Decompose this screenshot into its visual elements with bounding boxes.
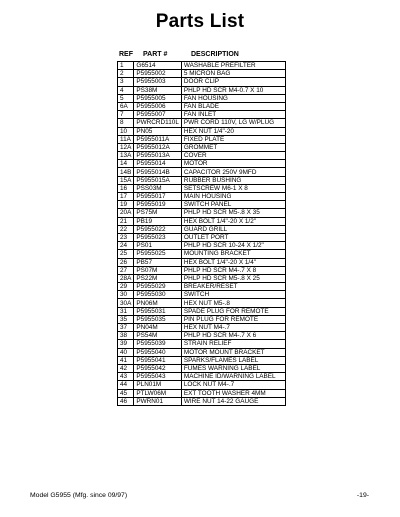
table-row [118,242,286,250]
part-number-cell: P5955011A [134,135,182,143]
part-number-cell: PN06M [134,299,182,307]
ref-cell: 39 [118,340,134,348]
part-number-cell: P5955039 [134,340,182,348]
table-row [118,373,286,381]
description-cell: MOTOR [181,160,285,168]
ref-cell: 29 [118,283,134,291]
ref-cell: 35 [118,315,134,323]
ref-cell: 22 [118,225,134,233]
table-row [118,127,286,135]
ref-cell: 24 [118,242,134,250]
description-cell: PHLP HD SCR M4-0.7 X 10 [181,86,285,94]
description-cell: PHLP HD SCR M5-.8 X 35 [181,209,285,217]
part-number-cell: P5955012A [134,143,182,151]
ref-cell: 40 [118,348,134,356]
table-row [118,102,286,110]
table-row [118,225,286,233]
part-number-cell: P5955003 [134,78,182,86]
ref-cell: 12A [118,143,134,151]
ref-cell: 8 [118,119,134,127]
ref-cell: 46 [118,397,134,405]
ref-cell: 27 [118,266,134,274]
table-row [118,143,286,151]
description-cell: GROMMET [181,143,285,151]
table-row [118,356,286,364]
description-cell: HEX NUT M4-.7 [181,324,285,332]
part-number-cell: PS75M [134,209,182,217]
description-cell: FAN HOUSING [181,94,285,102]
table-row [118,250,286,258]
table-row [118,184,286,192]
part-number-cell: PB19 [134,217,182,225]
description-cell: MAIN HOUSING [181,193,285,201]
table-row [118,299,286,307]
part-number-cell: PS07M [134,266,182,274]
column-header-ref: REF [119,51,133,58]
ref-cell: 7 [118,111,134,119]
table-row [118,340,286,348]
part-number-cell: P5955042 [134,364,182,372]
part-number-cell: PS54M [134,332,182,340]
table-row [118,389,286,397]
part-number-cell: P5955013A [134,152,182,160]
description-cell: MOTOR MOUNT BRACKET [181,348,285,356]
table-row [118,168,286,176]
table-row [118,324,286,332]
table-row [118,135,286,143]
part-number-cell: PWRN01 [134,397,182,405]
part-number-cell: P5955015A [134,176,182,184]
part-number-cell: P5955030 [134,291,182,299]
ref-cell: 37 [118,324,134,332]
parts-table [117,61,286,406]
table-row [118,266,286,274]
part-number-cell: PN04M [134,324,182,332]
ref-cell: 26 [118,258,134,266]
ref-cell: 1 [118,62,134,70]
table-row [118,291,286,299]
table-row [118,233,286,241]
description-cell: FIXED PLATE [181,135,285,143]
table-row [118,332,286,340]
ref-cell: 10 [118,127,134,135]
description-cell: WIRE NUT 14-22 GAUGE [181,397,285,405]
description-cell: SPARKS/FLAMES LABEL [181,356,285,364]
page-title: Parts List [155,11,245,32]
description-cell: WASHABLE PREFILTER [181,62,285,70]
ref-cell: 6A [118,102,134,110]
description-cell: MOUNTING BRACKET [181,250,285,258]
part-number-cell: P5955035 [134,315,182,323]
ref-cell: 30A [118,299,134,307]
part-number-cell: PS22M [134,274,182,282]
ref-cell: 41 [118,356,134,364]
description-cell: COVER [181,152,285,160]
ref-cell: 23 [118,233,134,241]
description-cell: RUBBER BUSHING [181,176,285,184]
part-number-cell: G6514 [134,62,182,70]
part-number-cell: PSS03M [134,184,182,192]
table-row [118,193,286,201]
ref-cell: 42 [118,364,134,372]
ref-cell: 45 [118,389,134,397]
part-number-cell: PTLW06M [134,389,182,397]
description-cell: HEX NUT M5-.8 [181,299,285,307]
column-header-part: PART # [143,51,168,58]
description-cell: SETSCREW M6-1 X 8 [181,184,285,192]
ref-cell: 16 [118,184,134,192]
description-cell: PWR CORD 110V, LG W/PLUG [181,119,285,127]
part-number-cell: P5955005 [134,94,182,102]
part-number-cell: P5955019 [134,201,182,209]
part-number-cell: P5955017 [134,193,182,201]
table-row [118,307,286,315]
part-number-cell: P5955022 [134,225,182,233]
description-cell: PHLP HD SCR M5-.8 X 25 [181,274,285,282]
table-row [118,94,286,102]
description-cell: FAN INLET [181,111,285,119]
description-cell: PIN PLUG FOR REMOTE [181,315,285,323]
table-row [118,209,286,217]
ref-cell: 38 [118,332,134,340]
part-number-cell: P5955029 [134,283,182,291]
part-number-cell: PS38M [134,86,182,94]
ref-cell: 19 [118,201,134,209]
description-cell: BREAKER/RESET [181,283,285,291]
part-number-cell: P5955023 [134,233,182,241]
table-row [118,160,286,168]
table-row [118,315,286,323]
part-number-cell: P5955040 [134,348,182,356]
table-row [118,78,286,86]
part-number-cell: PB57 [134,258,182,266]
ref-cell: 17 [118,193,134,201]
part-number-cell: P5955007 [134,111,182,119]
part-number-cell: P5955014B [134,168,182,176]
description-cell: PHLP HD SCR M4-.7 X 8 [181,266,285,274]
part-number-cell: PS01 [134,242,182,250]
table-row [118,258,286,266]
table-row [118,217,286,225]
table-row [118,70,286,78]
footer-page-number: -19- [356,492,369,499]
part-number-cell: P5955031 [134,307,182,315]
table-row [118,364,286,372]
description-cell: PHLP HD SCR 10-24 X 1/2" [181,242,285,250]
description-cell: EXT TOOTH WASHER 4MM [181,389,285,397]
ref-cell: 13A [118,152,134,160]
description-cell: HEX BOLT 1/4"-20 X 1/4" [181,258,285,266]
ref-cell: 2 [118,70,134,78]
ref-cell: 25 [118,250,134,258]
description-cell: STRAIN RELIEF [181,340,285,348]
table-row [118,274,286,282]
description-cell: SPADE PLUG FOR REMOTE [181,307,285,315]
part-number-cell: P5955043 [134,373,182,381]
part-number-cell: P5955014 [134,160,182,168]
description-cell: SWITCH [181,291,285,299]
table-row [118,62,286,70]
column-header-description: DESCRIPTION [191,51,239,58]
description-cell: SWITCH PANEL [181,201,285,209]
description-cell: HEX BOLT 1/4"-20 X 1/2" [181,217,285,225]
ref-cell: 43 [118,373,134,381]
description-cell: CAPACITOR 250V 9MFD [181,168,285,176]
footer-model: Model G5955 (Mfg. since 09/97) [30,492,128,499]
description-cell: FUMES WARNING LABEL [181,364,285,372]
table-row [118,119,286,127]
part-number-cell: P5955041 [134,356,182,364]
ref-cell: 31 [118,307,134,315]
table-row [118,381,286,389]
ref-cell: 44 [118,381,134,389]
description-cell: 5 MICRON BAG [181,70,285,78]
ref-cell: 11A [118,135,134,143]
part-number-cell: PLN01M [134,381,182,389]
parts-table-body [118,62,286,406]
ref-cell: 4 [118,86,134,94]
description-cell: PHLP HD SCR M4-.7 X 6 [181,332,285,340]
ref-cell: 14B [118,168,134,176]
ref-cell: 3 [118,78,134,86]
table-row [118,397,286,405]
table-row [118,86,286,94]
ref-cell: 5 [118,94,134,102]
description-cell: DOOR CLIP [181,78,285,86]
description-cell: MACHINE ID/WARNING LABEL [181,373,285,381]
table-row [118,111,286,119]
part-number-cell: PN05 [134,127,182,135]
table-row [118,176,286,184]
description-cell: LOCK NUT M4-.7 [181,381,285,389]
ref-cell: 30 [118,291,134,299]
description-cell: OUTLET PORT [181,233,285,241]
part-number-cell: P5955002 [134,70,182,78]
description-cell: HEX NUT 1/4"-20 [181,127,285,135]
table-row [118,283,286,291]
part-number-cell: P5955006 [134,102,182,110]
ref-cell: 15A [118,176,134,184]
part-number-cell: PWRCRD110L [134,119,182,127]
table-row [118,201,286,209]
ref-cell: 14 [118,160,134,168]
description-cell: FAN BLADE [181,102,285,110]
table-row [118,152,286,160]
ref-cell: 28A [118,274,134,282]
ref-cell: 20A [118,209,134,217]
description-cell: GUARD GRILL [181,225,285,233]
table-row [118,348,286,356]
ref-cell: 21 [118,217,134,225]
part-number-cell: P5955025 [134,250,182,258]
